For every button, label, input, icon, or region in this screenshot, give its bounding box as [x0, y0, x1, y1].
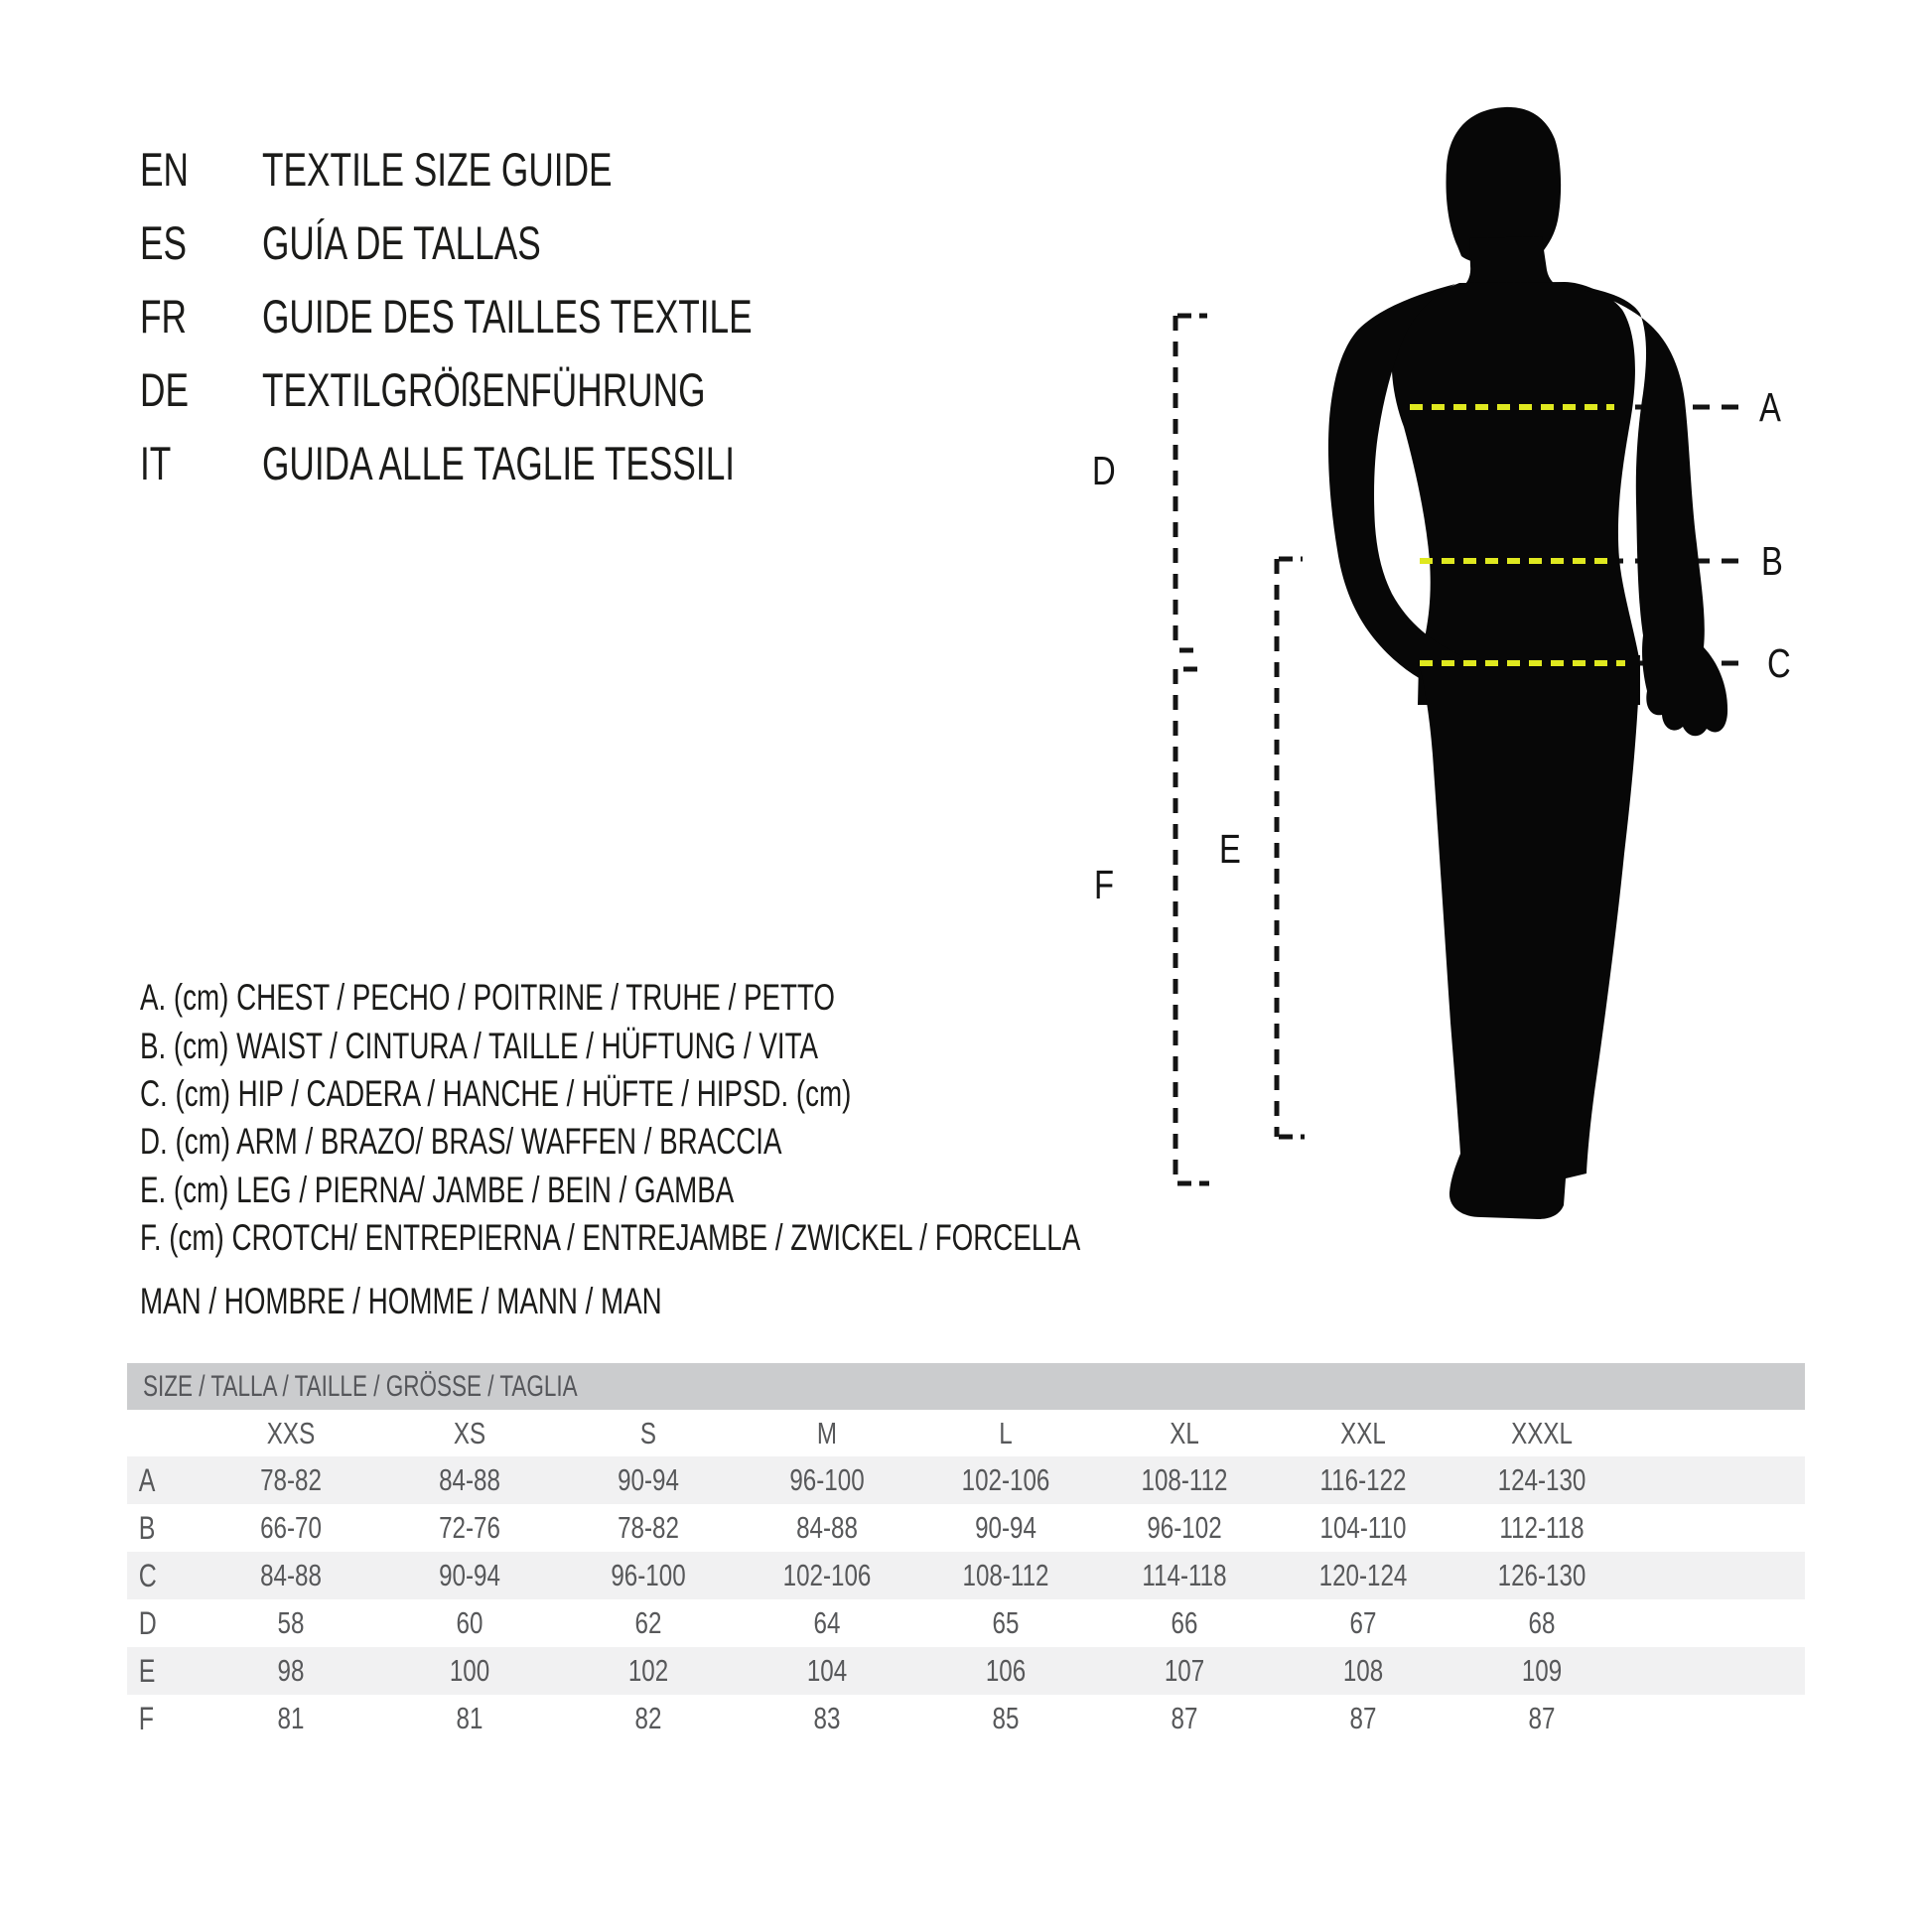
table-cell: 85: [992, 1701, 1020, 1735]
legend-text: E. (cm) LEG / PIERNA/ JAMBE / BEIN / GAMBA: [140, 1169, 735, 1210]
legend-text: A. (cm) CHEST / PECHO / POITRINE / TRUHE / PETTO: [140, 977, 836, 1019]
table-cell: 58: [277, 1605, 305, 1640]
table-cell: 78-82: [618, 1510, 679, 1545]
measure-label-text: B: [1761, 538, 1783, 584]
table-cell: 106: [985, 1653, 1027, 1688]
measure-label-leg: [1219, 822, 1246, 876]
table-cell: 96-102: [1147, 1510, 1222, 1545]
measure-label-text: A: [1759, 384, 1781, 430]
silhouette-neck: [1459, 236, 1565, 290]
language-code: FR: [140, 289, 187, 343]
table-cell: 104: [806, 1653, 848, 1688]
table-cell: 114-118: [1142, 1558, 1227, 1592]
legend-text: F. (cm) CROTCH/ ENTREPIERNA / ENTREJAMBE / ZWICKEL / FORCELLA: [140, 1217, 1081, 1259]
table-cell: 65: [992, 1605, 1020, 1640]
legend-row: [140, 1070, 1394, 1118]
table-cell: 83: [813, 1701, 841, 1735]
table-cell: 81: [456, 1701, 483, 1735]
size-table-header-bar: [127, 1363, 1805, 1410]
table-row: [127, 1599, 1805, 1647]
table-cell: 109: [1521, 1653, 1563, 1688]
gender-heading-text: MAN / HOMBRE / HOMME / MANN / MAN: [140, 1281, 662, 1321]
guide-title: GUIDA ALLE TAGLIE TESSILI: [262, 436, 736, 489]
language-code: ES: [140, 215, 188, 269]
size-column-header: XXXL: [1511, 1415, 1573, 1450]
table-cell: 107: [1164, 1653, 1205, 1688]
row-label: C: [138, 1557, 157, 1593]
table-cell: 66-70: [260, 1510, 322, 1545]
table-cell: 104-110: [1319, 1510, 1407, 1545]
table-cell: 126-130: [1497, 1558, 1587, 1592]
size-table-title: SIZE / TALLA / TAILLE / GRÖSSE / TAGLIA: [143, 1369, 578, 1403]
measure-label-text: C: [1767, 640, 1791, 686]
measurement-legend: [140, 974, 1394, 1262]
table-cell: 112-118: [1499, 1510, 1585, 1545]
legend-row: [140, 1118, 1394, 1166]
table-cell: 72-76: [439, 1510, 500, 1545]
table-row: [127, 1504, 1805, 1552]
measure-label-hip: [1767, 636, 1797, 690]
size-column-header: XXL: [1340, 1415, 1386, 1450]
table-cell: 87: [1528, 1701, 1556, 1735]
guide-title: GUIDE DES TAILLES TEXTILE: [262, 289, 753, 343]
table-cell: 81: [277, 1701, 305, 1735]
table-cell: 60: [456, 1605, 483, 1640]
table-row: [127, 1647, 1805, 1695]
table-cell: 78-82: [260, 1462, 322, 1497]
row-label: B: [138, 1509, 156, 1546]
row-label: A: [138, 1461, 156, 1498]
table-cell: 102-106: [961, 1462, 1050, 1497]
legend-text: B. (cm) WAIST / CINTURA / TAILLE / HÜFTUNG / VITA: [140, 1025, 819, 1066]
row-label: E: [138, 1652, 156, 1689]
silhouette-legs: [1419, 655, 1640, 1219]
row-label: D: [138, 1604, 157, 1641]
legend-row: [140, 1022, 1394, 1069]
table-row: [127, 1695, 1805, 1742]
guide-title: TEXTILE SIZE GUIDE: [262, 142, 613, 196]
table-cell: 96-100: [789, 1462, 865, 1497]
size-column-header: XS: [453, 1415, 486, 1450]
language-code: EN: [140, 142, 189, 196]
size-column-header: S: [639, 1415, 657, 1450]
table-cell: 66: [1171, 1605, 1198, 1640]
gender-heading: [140, 1281, 836, 1322]
measure-label-text: E: [1219, 826, 1241, 872]
table-cell: 116-122: [1319, 1462, 1407, 1497]
table-cell: 67: [1349, 1605, 1377, 1640]
table-row: [127, 1552, 1805, 1599]
measure-label-text: D: [1092, 448, 1116, 493]
size-column-header: XL: [1170, 1415, 1199, 1450]
table-cell: 108: [1342, 1653, 1384, 1688]
measure-label-arm: [1092, 444, 1122, 497]
table-cell: 87: [1171, 1701, 1198, 1735]
table-cell: 108-112: [962, 1558, 1049, 1592]
guide-title: GUÍA DE TALLAS: [262, 215, 541, 269]
size-header-row: [127, 1410, 1805, 1456]
language-code: IT: [140, 436, 172, 489]
table-cell: 90-94: [975, 1510, 1036, 1545]
table-cell: 102-106: [782, 1558, 872, 1592]
table-cell: 87: [1349, 1701, 1377, 1735]
table-cell: 90-94: [618, 1462, 679, 1497]
size-table: [127, 1363, 1805, 1742]
table-cell: 124-130: [1497, 1462, 1587, 1497]
table-cell: 108-112: [1141, 1462, 1228, 1497]
size-column-header: XXS: [266, 1415, 316, 1450]
measure-label-crotch: [1094, 858, 1119, 911]
table-row: [127, 1456, 1805, 1504]
measure-label-text: F: [1094, 862, 1115, 907]
legend-row: [140, 1214, 1394, 1262]
table-cell: 102: [627, 1653, 669, 1688]
table-cell: 90-94: [439, 1558, 500, 1592]
table-cell: 84-88: [439, 1462, 500, 1497]
table-cell: 100: [449, 1653, 490, 1688]
language-code: DE: [140, 362, 189, 416]
legend-text: C. (cm) HIP / CADERA / HANCHE / HÜFTE / HIPSD. (cm): [140, 1072, 852, 1114]
legend-text: D. (cm) ARM / BRAZO/ BRAS/ WAFFEN / BRACCIA: [140, 1121, 782, 1163]
guide-title: TEXTILGRÖßENFÜHRUNG: [262, 362, 706, 416]
legend-row: [140, 974, 1394, 1022]
table-cell: 82: [634, 1701, 662, 1735]
legend-row: [140, 1167, 1394, 1214]
table-cell: 96-100: [611, 1558, 686, 1592]
table-cell: 62: [634, 1605, 662, 1640]
table-cell: 64: [813, 1605, 841, 1640]
size-column-header: L: [999, 1415, 1013, 1450]
measure-label-chest: [1759, 380, 1786, 434]
row-label: F: [138, 1700, 154, 1736]
table-cell: 98: [277, 1653, 305, 1688]
measure-label-waist: [1761, 534, 1788, 588]
table-cell: 84-88: [796, 1510, 858, 1545]
table-cell: 120-124: [1318, 1558, 1408, 1592]
table-cell: 68: [1528, 1605, 1556, 1640]
size-column-header: M: [816, 1415, 838, 1450]
table-cell: 84-88: [260, 1558, 322, 1592]
